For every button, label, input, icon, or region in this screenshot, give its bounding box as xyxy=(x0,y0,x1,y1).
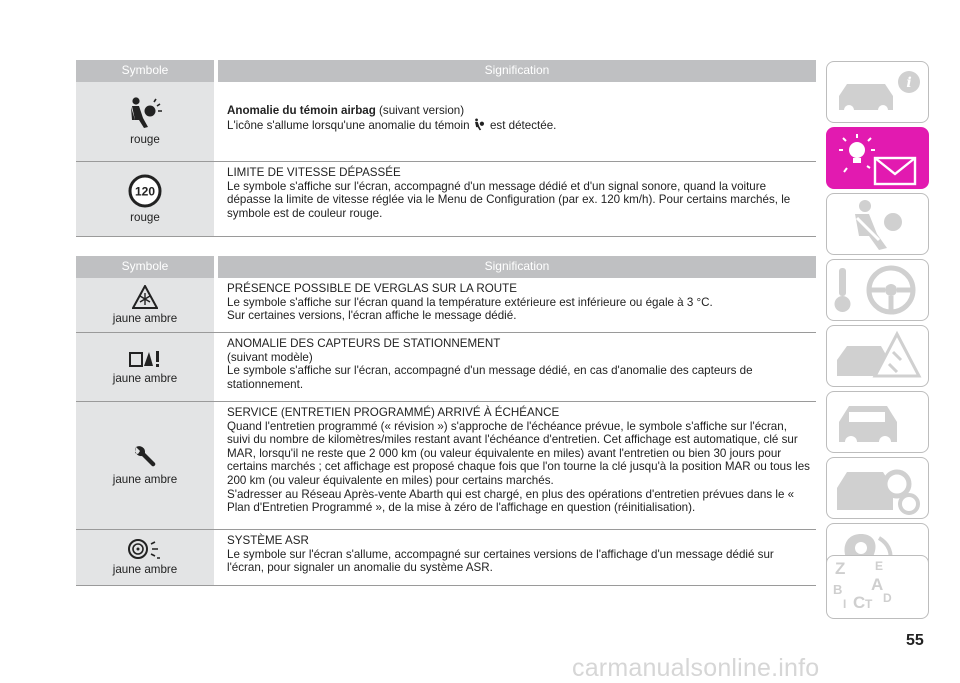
sidebar-tab-emergency[interactable] xyxy=(826,325,929,387)
svg-text:E: E xyxy=(875,559,884,573)
table-row xyxy=(76,278,816,333)
parking-sensor-fault-icon xyxy=(128,349,162,369)
row-title: SERVICE (ENTRETIEN PROGRAMMÉ) ARRIVÉ À ÉCHÉANCE xyxy=(227,406,560,419)
sidebar-tab-warning-lights[interactable] xyxy=(826,127,929,189)
warning-lights-message-icon xyxy=(827,128,929,189)
page-number: 55 xyxy=(906,632,924,649)
table-row xyxy=(76,333,816,402)
description-cell xyxy=(218,333,816,401)
speed-limit-120-icon xyxy=(128,174,162,208)
symbol-cell xyxy=(76,402,214,529)
color-label: jaune ambre xyxy=(112,473,178,487)
watermark: carmanualsonline.info xyxy=(572,654,820,682)
color-label: jaune ambre xyxy=(112,563,178,577)
row-text-end: est détectée. xyxy=(486,118,557,132)
header-symbol: Symbole xyxy=(76,256,214,278)
sidebar-tab-car-info[interactable] xyxy=(826,61,929,123)
svg-text:Z: Z xyxy=(835,559,846,578)
symbol-cell xyxy=(76,530,214,585)
svg-text:A: A xyxy=(871,575,884,594)
airbag-inline-icon xyxy=(473,118,487,135)
symbol-table-1 xyxy=(76,60,816,237)
row-text: Quand l'entretien programmé (« révision ») s'approche de l'échéance prévue, le symbole s'affiche sur l'écran, suivi du nombre de kilomètres/miles restant avant l'échéance d'entretien. Cet affichage est automatique, clé sur MAR, lorsqu'il ne reste que 2 000 km (ou valeur équivalente en miles) avant l'entretien ou bien 30 jours pour certains marchés ; cet affichage est proposé chaque fois que l'on tourne la clé jusqu'à la position MAR ou tous les 200 km (ou valeur équivalente en miles) pour certains marchés. xyxy=(227,419,810,487)
table-row xyxy=(76,82,816,162)
steering-key-icon xyxy=(827,260,929,321)
color-label: rouge xyxy=(130,133,160,147)
color-label: rouge xyxy=(130,210,160,224)
symbol-cell xyxy=(76,82,214,161)
airbag-warning-icon xyxy=(127,96,163,130)
sidebar-tab-technical-data[interactable] xyxy=(826,457,929,519)
ice-warning-icon xyxy=(132,285,158,309)
color-label: jaune ambre xyxy=(112,311,178,325)
row-title: LIMITE DE VITESSE DÉPASSÉE xyxy=(227,166,401,179)
row-title: ANOMALIE DES CAPTEURS DE STATIONNEMENT xyxy=(227,337,501,350)
symbol-cell xyxy=(76,278,214,332)
table-header xyxy=(76,60,816,82)
row-text: Le symbole s'affiche sur l'écran, accompagné d'un message dédié, en cas d'anomalie des capteurs de stationnement. xyxy=(227,364,753,391)
row-title: Anomalie du témoin airbag xyxy=(227,104,376,117)
description-cell xyxy=(218,162,816,236)
header-meaning: Signification xyxy=(218,60,816,82)
sidebar-tab-safety[interactable] xyxy=(826,193,929,255)
svg-text:D: D xyxy=(883,591,892,605)
index-alphabet-icon xyxy=(827,556,929,619)
seat-safety-icon xyxy=(827,194,929,255)
sidebar-tab-maintenance[interactable] xyxy=(826,391,929,453)
asr-system-icon xyxy=(127,538,163,560)
color-label: jaune ambre xyxy=(112,371,178,385)
svg-text:B: B xyxy=(833,582,843,597)
row-title: SYSTÈME ASR xyxy=(227,534,309,547)
row-subtitle: (suivant modèle) xyxy=(227,350,313,364)
wrench-service-icon xyxy=(132,444,158,470)
description-cell xyxy=(218,402,816,529)
description-cell xyxy=(218,530,816,585)
svg-text:C: C xyxy=(853,593,866,612)
technical-gears-icon xyxy=(827,458,929,519)
header-meaning: Signification xyxy=(218,256,816,278)
svg-text:I: I xyxy=(843,597,847,611)
description-cell xyxy=(218,82,816,161)
sidebar-tab-index[interactable] xyxy=(826,555,929,619)
header-symbol: Symbole xyxy=(76,60,214,82)
symbol-table-2 xyxy=(76,256,816,586)
car-maintenance-icon xyxy=(827,392,929,453)
row-title-suffix: (suivant version) xyxy=(375,104,465,117)
svg-text:i: i xyxy=(906,75,912,91)
sidebar-tab-starting-driving[interactable] xyxy=(826,259,929,321)
car-emergency-icon xyxy=(827,326,929,387)
row-text: Le symbole s'affiche sur l'écran quand la température extérieure est inférieure ou égale à 3 °C. xyxy=(227,295,713,309)
row-text: S'adresser au Réseau Après-vente Abarth qui est chargé, en plus des opérations d'entretien prévues dans le « Plan d'Entretien Programmé », de la mise à zéro de l'affichage en question (réinitialisation). xyxy=(227,487,795,515)
svg-text:T: T xyxy=(865,597,873,611)
row-text: Sur certaines versions, l'écran affiche le message dédié. xyxy=(227,309,517,323)
description-cell xyxy=(218,278,816,332)
table-row xyxy=(76,530,816,586)
speed-value: 120 xyxy=(134,184,156,199)
row-title: PRÉSENCE POSSIBLE DE VERGLAS SUR LA ROUTE xyxy=(227,282,517,295)
row-text: Le symbole sur l'écran s'allume, accompagné sur certaines versions de l'affichage d'un message dédié sur l'écran, pour signaler un anomalie du système ASR. xyxy=(227,547,774,575)
car-info-icon xyxy=(827,62,929,123)
table-header xyxy=(76,256,816,278)
row-text: Le symbole s'affiche sur l'écran, accompagné d'un message dédié et d'un signal sonore, quand la voiture dépasse la limite de vitesse réglée via le Menu de Configuration (par ex. 120 km/h). Pour certains marchés, le symbole est de couleur rouge. xyxy=(227,179,791,220)
table-row xyxy=(76,162,816,237)
table-row xyxy=(76,402,816,530)
symbol-cell xyxy=(76,333,214,401)
symbol-cell xyxy=(76,162,214,236)
row-text: L'icône s'allume lorsqu'une anomalie du témoin xyxy=(227,118,473,132)
